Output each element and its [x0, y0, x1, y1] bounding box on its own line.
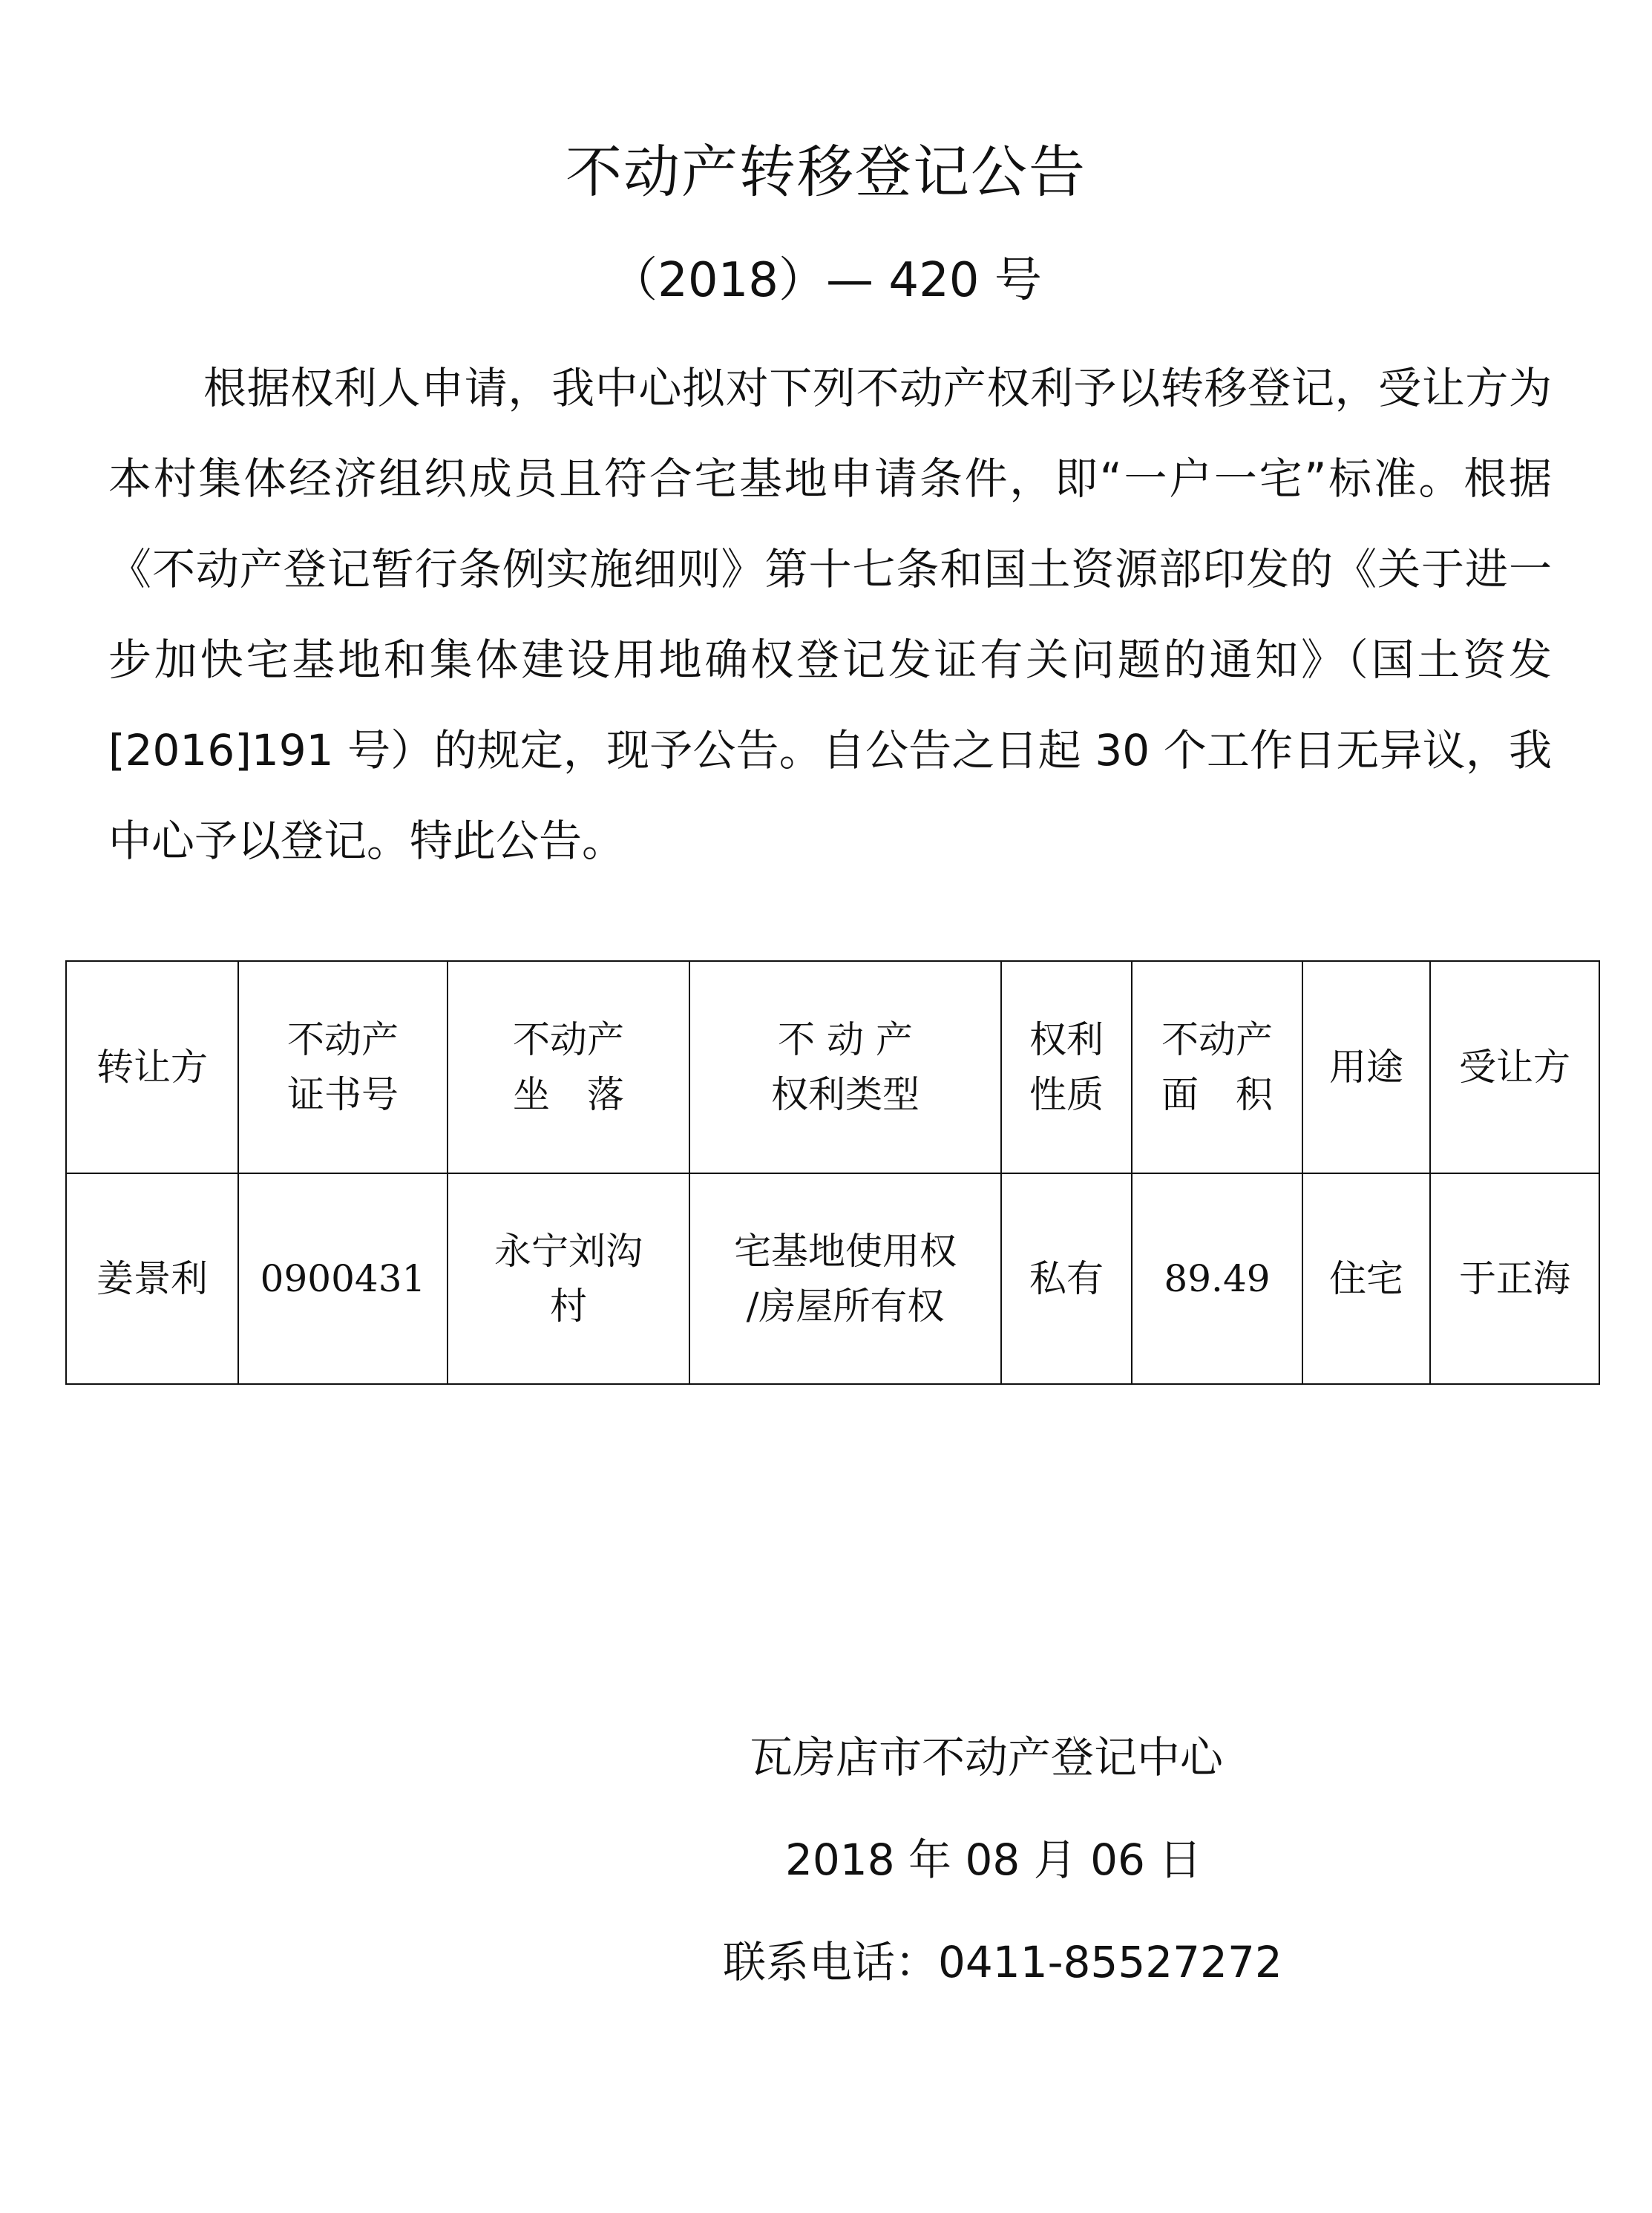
- notice-title: 不动产转移登记公告: [566, 139, 1086, 205]
- issuing-organization: 瓦房店市不动产登记中心: [750, 1732, 1224, 1783]
- col-header-area: 不动产 面 积: [1132, 961, 1302, 1173]
- cell-certificate-no: 0900431: [238, 1173, 448, 1384]
- table-row: [66, 1173, 1599, 1384]
- cell-transferee: 于正海: [1430, 1173, 1599, 1384]
- col-header-right-type: 不 动 产 权利类型: [689, 961, 1001, 1173]
- issue-date: 2018 年 08 月 06 日: [785, 1835, 1202, 1885]
- col-header-location: 不动产 坐 落: [448, 961, 689, 1173]
- cell-area: 89.49: [1132, 1173, 1302, 1384]
- col-header-right-nature: 权利 性质: [1001, 961, 1132, 1173]
- contact-phone: 联系电话：0411-85527272: [723, 1937, 1282, 1987]
- cell-right-type: 宅基地使用权 /房屋所有权: [689, 1173, 1001, 1384]
- notice-number: （2018）— 420 号: [610, 253, 1042, 308]
- col-header-usage: 用途: [1302, 961, 1430, 1173]
- cell-right-nature: 私有: [1001, 1173, 1132, 1384]
- notice-body: 根据权利人申请，我中心拟对下列不动产权利予以转移登记，受让方为本村集体经济组织成员且符合宅基地申请条件，即“一户一宅”标准。根据《不动产登记暂行条例实施细则》第十七条和国土资源部印发的《关于进一步加快宅基地和集体建设用地确权登记发证有关问题的通知》（国土资发[2016]191 号）的规定，现予公告。自公告之日起 30 个工作日无异议，我中心予以登记。特此公告。: [108, 363, 1552, 866]
- cell-usage: 住宅: [1302, 1173, 1430, 1384]
- col-header-transferor: 转让方: [66, 961, 238, 1173]
- col-header-transferee: 受让方: [1430, 961, 1599, 1173]
- cell-location: 永宁刘沟 村: [448, 1173, 689, 1384]
- table-header-row: [66, 961, 1599, 1173]
- property-table: [65, 960, 1600, 1385]
- cell-transferor: 姜景利: [66, 1173, 238, 1384]
- col-header-certificate-no: 不动产 证书号: [238, 961, 448, 1173]
